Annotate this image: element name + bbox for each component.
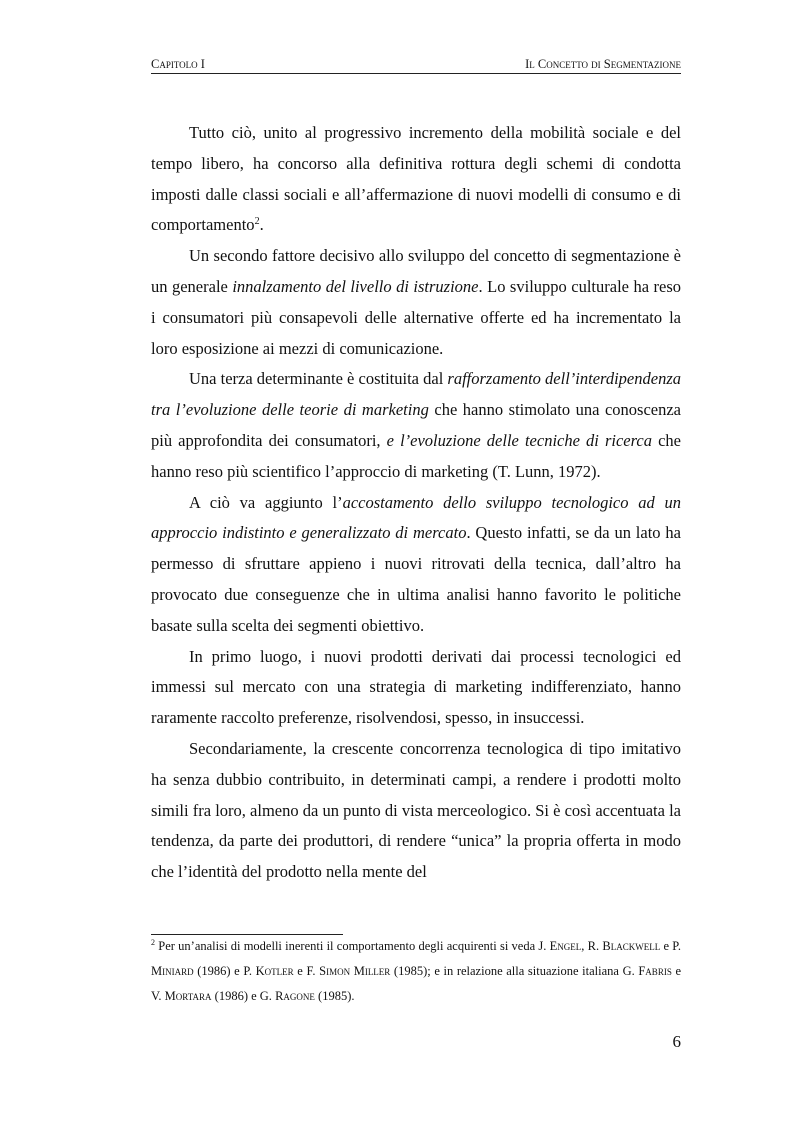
footnote-text: (1985); e in relazione alla situazione italiana G.	[390, 964, 639, 978]
footnote	[151, 934, 681, 1009]
footnote-text: , R.	[581, 939, 603, 953]
chapter-label: Capitolo I	[151, 57, 205, 71]
author-name: Engel	[549, 939, 582, 953]
author-name: Simon Miller	[319, 964, 391, 978]
paragraph-2-text-a: Un secondo fattore decisivo allo sviluppo del concetto di segmentazione è un generale	[151, 246, 681, 296]
paragraph-2-text-b: . Lo sviluppo culturale ha reso i consumatori più consapevoli delle alternative offerte ed ha incrementato la loro esposizione ai mezzi di comunicazione.	[151, 276, 682, 358]
author-name: Ragone	[275, 989, 315, 1003]
footnote-text: (1986) e G.	[211, 989, 276, 1003]
author-name: Blackwell	[602, 939, 661, 953]
footnote-text: e V.	[151, 964, 681, 1003]
footnote-number: 2	[151, 938, 155, 947]
paragraph-6	[151, 734, 681, 888]
paragraph-1-end: .	[259, 215, 264, 235]
paragraph-5	[151, 642, 681, 734]
body-text	[151, 118, 681, 888]
paragraph-1-text: Tutto ciò, unito al progressivo incremento della mobilità sociale e del tempo libero, ha concorso alla definitiva rottura degli schemi di condotta imposti dalle classi sociali e all’affermazione di nuovi modelli di consumo e di comportamento	[151, 123, 681, 235]
section-title: Il Concetto di Segmentazione	[525, 57, 681, 71]
paragraph-4-emphasis: accostamento dello sviluppo tecnologico ad un approccio indistinto e generalizzato di mercato	[151, 492, 681, 543]
footnote-text: (1985).	[314, 989, 355, 1003]
running-header	[151, 57, 681, 74]
paragraph-1	[151, 118, 681, 241]
author-name: Kotler	[255, 964, 294, 978]
author-name: Miniard	[151, 964, 194, 978]
paragraph-3-text-a: Una terza determinante è costituita dal	[189, 369, 448, 389]
author-name: Mortara	[164, 989, 212, 1003]
paragraph-3	[151, 364, 681, 487]
footnote-text: e P.	[660, 939, 681, 953]
footnote-reference: 2	[254, 216, 260, 228]
paragraph-4-text-b: . Questo infatti, se da un lato ha permesso di sfruttare appieno i nuovi ritrovati della tecnica, dall’altro ha provocato due conseguenze che in ultima analisi hanno favorito le politiche basate sulla scelta dei segmenti obiettivo.	[151, 523, 681, 635]
paragraph-2-emphasis: innalzamento del livello di istruzione	[232, 276, 479, 296]
paragraph-5-text: In primo luogo, i nuovi prodotti derivati dai processi tecnologici ed immessi sul mercato con una strategia di marketing indifferenziato, hanno raramente raccolto preferenze, risolvendosi, spesso, in insuccessi.	[151, 646, 681, 728]
paragraph-6-text: Secondariamente, la crescente concorrenza tecnologica di tipo imitativo ha senza dubbio contribuito, in determinati campi, a rendere i prodotti molto simili fra loro, almeno da un punto di vista merceologico. Si è così accentuata la tendenza, da parte dei produttori, di rendere “unica” la propria offerta in modo che l’identità del prodotto nella mente del	[151, 738, 681, 882]
paragraph-3-emphasis-2: e l’evoluzione delle tecniche di ricerca	[386, 430, 652, 450]
paragraph-3-text-b: che hanno stimolato una conoscenza più approfondita dei consumatori,	[151, 400, 681, 450]
footnote-text: e F.	[293, 964, 320, 978]
page-number: 6	[672, 1032, 681, 1051]
footnote-text: Per un’analisi di modelli inerenti il comportamento degli acquirenti si veda J.	[155, 939, 550, 953]
paragraph-4-text-a: A ciò va aggiunto l’	[189, 492, 343, 512]
paragraph-2	[151, 241, 681, 364]
author-name: Fabris	[638, 964, 672, 978]
footnote-text: (1986) e P.	[193, 964, 256, 978]
paragraph-4	[151, 488, 681, 642]
paragraph-3-emphasis-1: rafforzamento dell’interdipendenza tra l’evoluzione delle teorie di marketing	[151, 369, 681, 420]
paragraph-3-text-c: che hanno reso più scientifico l’approccio di marketing (T. Lunn, 1972).	[151, 430, 681, 481]
